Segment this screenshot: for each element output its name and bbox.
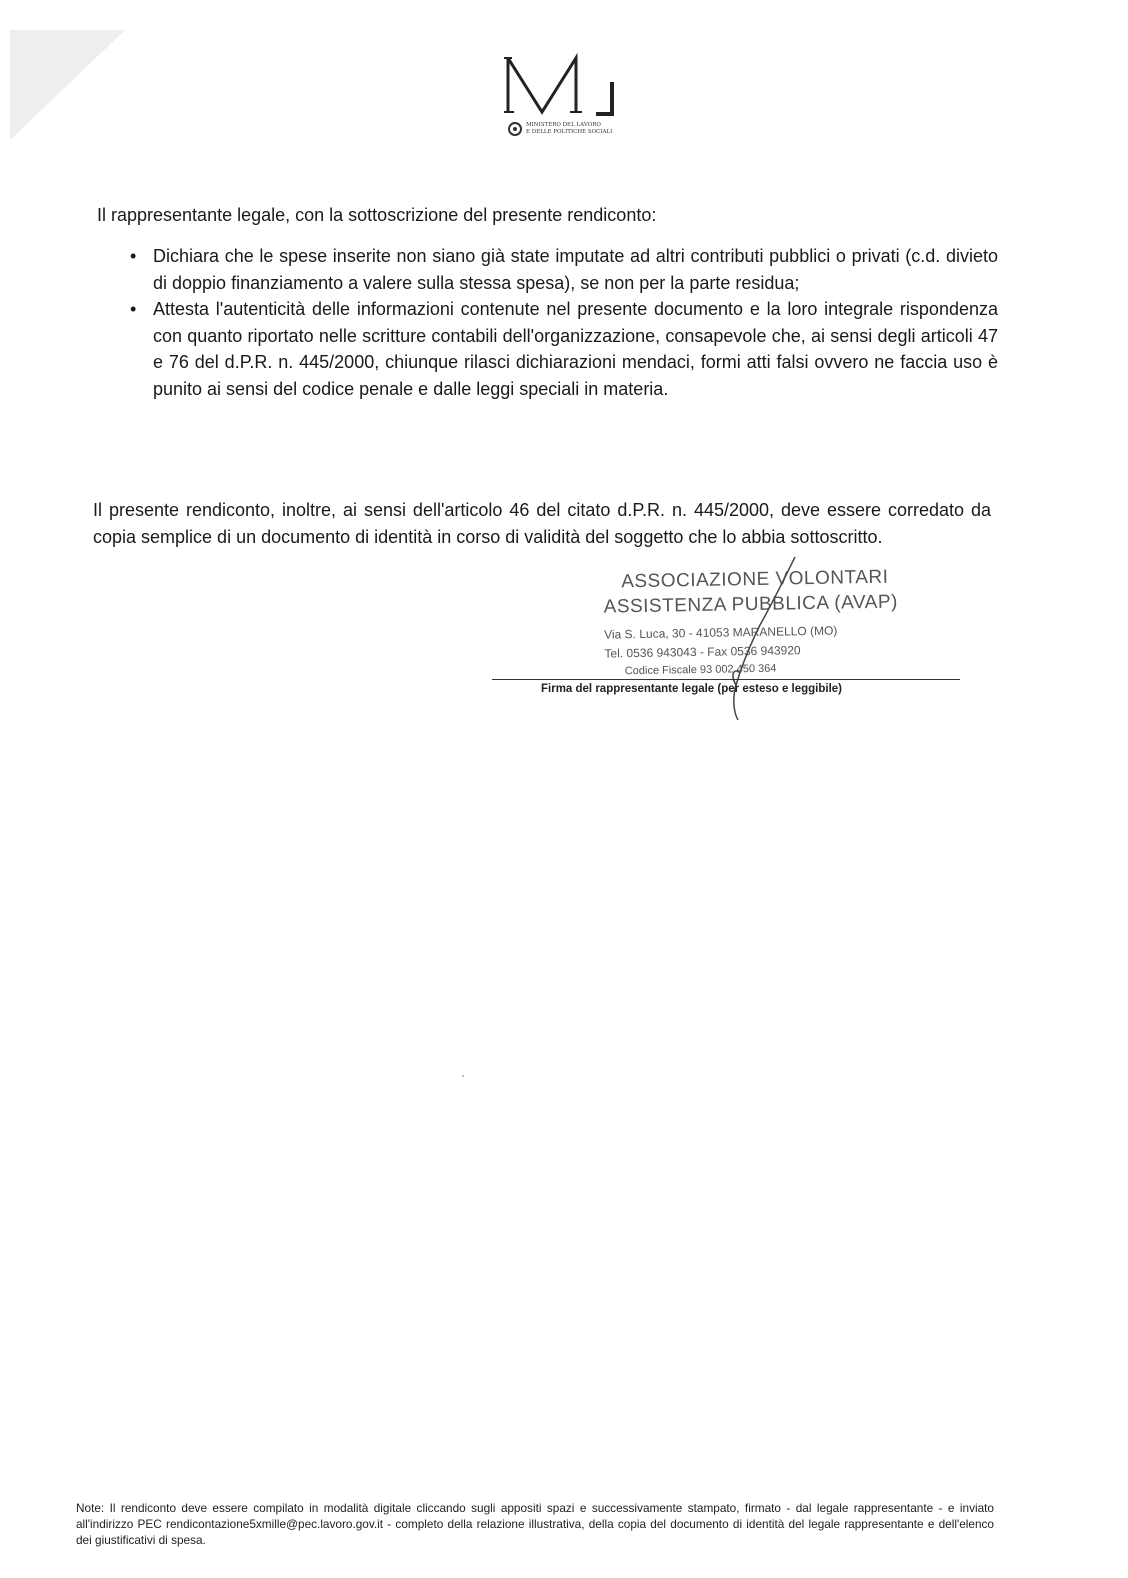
republic-emblem-icon xyxy=(508,122,522,136)
scan-shadow xyxy=(10,30,130,150)
identity-document-paragraph: Il presente rendiconto, inoltre, ai sensi dell'articolo 46 del citato d.P.R. n. 445/2000, deve essere corredato da copia semplice di un documento di identità in corso di validità del soggetto che lo abbia sottoscritto. xyxy=(93,500,991,547)
handwritten-signature xyxy=(690,555,810,725)
list-item: • Dichiara che le spese inserite non siano già state imputate ad altri contributi pubblici o privati (c.d. divieto di doppio finanziamento a valere sulla stessa spesa), se non per la parte residua; xyxy=(130,243,998,296)
stamp-line: Codice Fiscale 93 002 450 364 xyxy=(624,662,777,678)
footer-note: Note: Il rendiconto deve essere compilato in modalità digitale cliccando sugli appositi spazi e successivamente stampato, firmato - dal legale rappresentante - e inviato all'indirizzo PEC rendicontazione5xmille@pec.lavoro.gov.it - completo della relazione illustrativa, della copia del documento di identità del legale rappresentante e dell'elenco dei giustificativi di spesa. xyxy=(76,1501,994,1547)
logo-mark xyxy=(500,50,630,120)
ministry-logo xyxy=(500,50,630,150)
ministry-name: MINISTERO DEL LAVORO E DELLE POLITICHE SOCIALI xyxy=(526,122,613,135)
stamp-line: ASSISTENZA PUBBLICA (AVAP) xyxy=(603,591,899,618)
stamp-line: ASSOCIAZIONE VOLONTARI xyxy=(621,566,889,593)
signature-label: Firma del rappresentante legale (per esteso e leggibile) xyxy=(541,683,843,695)
stamp-line: Via S. Luca, 30 - 41053 MARANELLO (MO) xyxy=(604,623,838,642)
list-item: • Attesta l'autenticità delle informazioni contenute nel presente documento e la loro integrale rispondenza con quanto riportato nelle scritture contabili dell'organizzazione, consapevole che, ai sensi degli articoli 47 e 76 del d.P.R. n. 445/2000, chiunque rilasci dichiarazioni mendaci, formi atti falsi ovvero ne faccia uso è punito ai sensi del codice penale e dalle leggi speciali in materia. xyxy=(130,296,998,402)
declarations-list xyxy=(130,243,998,402)
signature-line xyxy=(492,679,960,680)
intro-text: Il rappresentante legale, con la sottoscrizione del presente rendiconto: xyxy=(97,205,657,225)
scan-speck xyxy=(462,1075,464,1077)
stamp-line: Tel. 0536 943043 - Fax 0536 943920 xyxy=(604,643,801,661)
